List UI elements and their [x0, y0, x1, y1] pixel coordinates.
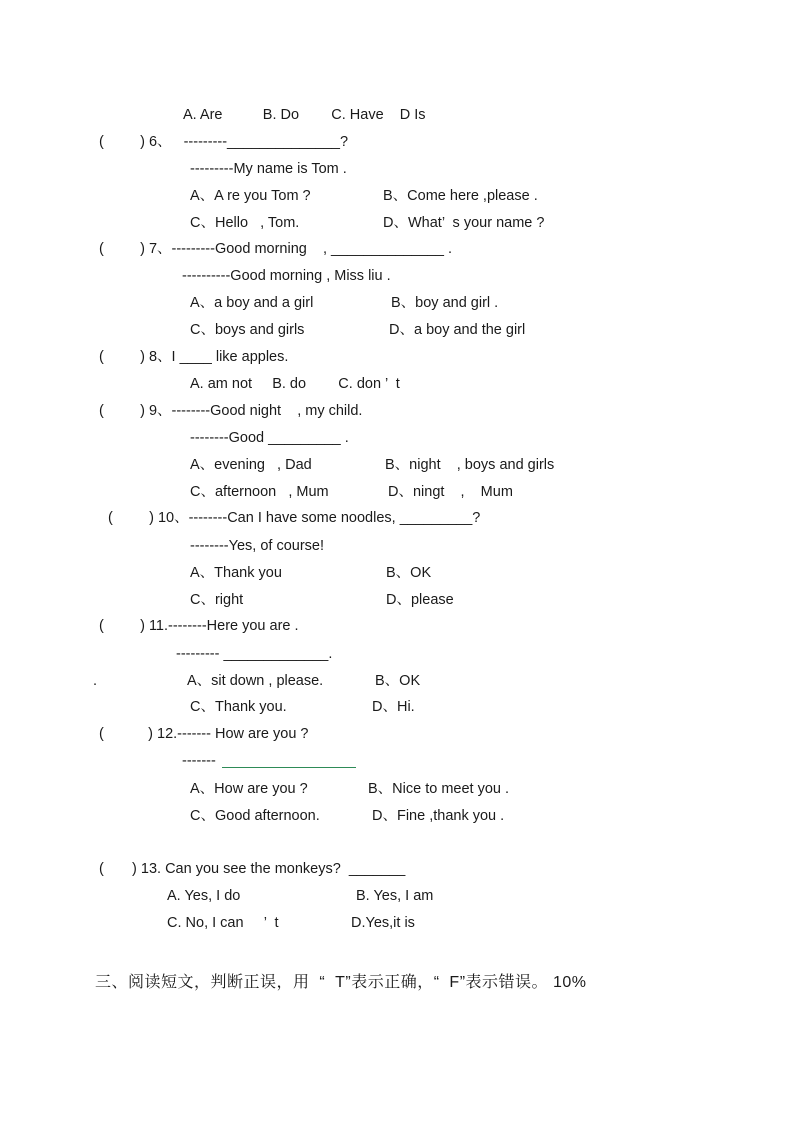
q9-option-b: B、night , boys and girls — [385, 457, 555, 473]
q10-response: --------Yes, of course! — [190, 538, 325, 554]
q10-question: ( ) 10、--------Can I have some noodles, _________? — [108, 510, 481, 526]
q12-option-a: A、How are you ? — [190, 781, 308, 797]
q8-question: ( ) 8、I ____ like apples. — [99, 349, 289, 365]
q11-option-b: B、OK — [375, 673, 421, 689]
q12-response: ------- — [182, 753, 216, 769]
q11-question: ( ) 11.--------Here you are . — [99, 618, 299, 634]
q7-response: ----------Good morning , Miss liu . — [182, 268, 391, 284]
q5-options: A. Are B. Do C. Have D Is — [183, 107, 426, 123]
q6-question: ( ) 6、 ---------______________? — [99, 134, 349, 150]
q10-option-c: C、right — [190, 592, 244, 608]
q11-option-d: D、Hi. — [372, 699, 415, 715]
q8-options: A. am not B. do C. don ’ t — [190, 376, 400, 392]
q13-option-c: C. No, I can ’ t — [167, 915, 279, 931]
q11-stray-dot: . — [93, 673, 98, 689]
q13-option-d: D.Yes,it is — [351, 915, 415, 931]
q9-option-c: C、afternoon , Mum — [190, 484, 329, 500]
q11-option-a: A、sit down , please. — [187, 673, 324, 689]
q9-option-a: A、evening , Dad — [190, 457, 312, 473]
q7-option-b: B、boy and girl . — [391, 295, 499, 311]
q12-answer-blank — [222, 767, 356, 768]
q11-option-c: C、Thank you. — [190, 699, 287, 715]
q6-option-c: C、Hello , Tom. — [190, 215, 300, 231]
q13-option-a: A. Yes, I do — [167, 888, 241, 904]
q9-question: ( ) 9、--------Good night , my child. — [99, 403, 363, 419]
q12-question: ( ) 12.------- How are you ? — [99, 726, 309, 742]
q12-option-b: B、Nice to meet you . — [368, 781, 510, 797]
q7-option-a: A、a boy and a girl — [190, 295, 314, 311]
q6-option-d: D、What’ s your name ? — [383, 215, 545, 231]
q9-response: --------Good _________ . — [190, 430, 349, 446]
q12-option-c: C、Good afternoon. — [190, 808, 320, 824]
q7-option-d: D、a boy and the girl — [389, 322, 526, 338]
q6-option-a: A、A re you Tom ? — [190, 188, 311, 204]
q11-response: --------- _____________. — [176, 646, 333, 662]
q10-option-b: B、OK — [386, 565, 432, 581]
q13-question: ( ) 13. Can you see the monkeys? _______ — [99, 861, 406, 877]
q6-response: ---------My name is Tom . — [190, 161, 347, 177]
q10-option-a: A、Thank you — [190, 565, 282, 581]
q13-option-b: B. Yes, I am — [356, 888, 434, 904]
q12-option-d: D、Fine ,thank you . — [372, 808, 505, 824]
q10-option-d: D、please — [386, 592, 454, 608]
section-3-title: 三、阅读短文，判断正误，用 “ T”表示正确，“ F”表示错误。 10% — [95, 974, 587, 991]
q7-question: ( ) 7、---------Good morning , ______________ . — [99, 241, 452, 257]
q7-option-c: C、boys and girls — [190, 322, 305, 338]
q9-option-d: D、ningt , Mum — [388, 484, 513, 500]
q6-option-b: B、Come here ,please . — [383, 188, 538, 204]
